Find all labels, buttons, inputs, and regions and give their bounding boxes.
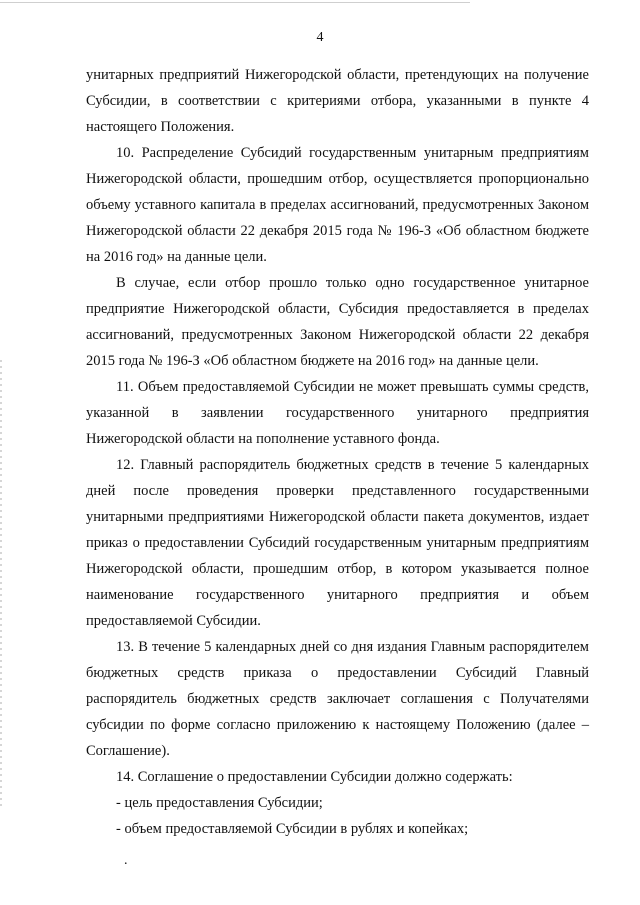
page-number: 4 [316,30,324,45]
list-item-amount: - объем предоставляемой Субсидии в рублях и копейках; [116,821,469,837]
paragraph-11: 11. Объем предоставляемой Субсидии не может превышать суммы средств, указанной в заявлении государственного унитарного предприятия Нижегородской области на пополнение уставного фонда. [86,379,589,447]
paragraph-12: 12. Главный распорядитель бюджетных средств в течение 5 календарных дней после проведения проверки представленного государственными унитарными предприятиями Нижегородской области пакета документов, издает приказ о предоставлении Субсидий государственным унитарным предприятиям Нижегородской области, прошедшим отбор, в котором указывается полное наименование государственного унитарного предприятия и объем предоставляемой Субсидии. [86,457,589,629]
paragraph-10-case: В случае, если отбор прошло только одно государственное унитарное предприятие Нижегородской области, Субсидия предоставляется в пределах ассигнований, предусмотренных Законом Нижегородской области 22 декабря 2015 года № 196-З «Об областном бюджете на 2016 год» на данные цели. [86,275,589,369]
paragraph-13: 13. В течение 5 календарных дней со дня издания Главным распорядителем бюджетных средств приказа о предоставлении Субсидий Главный распорядитель бюджетных средств заключает соглашения с Получателями субсидии по форме согласно приложению к настоящему Положению (далее – Соглашение). [86,639,589,759]
paragraph-14: 14. Соглашение о предоставлении Субсидии должно содержать: [116,769,513,785]
trailing-mark: . [124,853,128,868]
document-body [86,62,589,842]
paragraph-continuation: унитарных предприятий Нижегородской области, претендующих на получение Субсидии, в соответствии с критериями отбора, указанными в пункте 4 настоящего Положения. [86,67,589,135]
scan-top-rule [0,2,470,3]
scan-left-edge [0,360,2,810]
paragraph-10: 10. Распределение Субсидий государственным унитарным предприятиям Нижегородской области, прошедшим отбор, осуществляется пропорционально объему уставного капитала в пределах ассигнований, предусмотренных Законом Нижегородской области 22 декабря 2015 года № 196-З «Об областном бюджете на 2016 год» на данные цели. [86,145,589,265]
list-item-purpose: - цель предоставления Субсидии; [116,795,323,811]
